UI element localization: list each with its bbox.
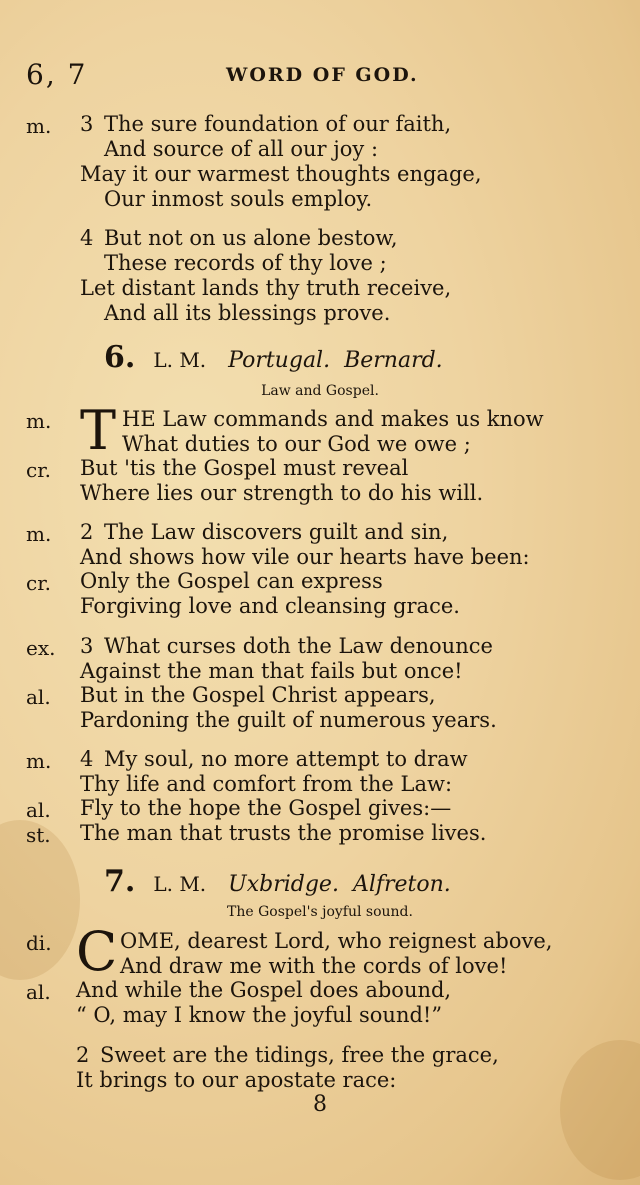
drop-cap: C bbox=[76, 920, 118, 983]
verse-line: And while the Gospel does abound, bbox=[76, 978, 452, 1002]
drop-cap: T bbox=[80, 399, 117, 462]
dynamic-mark: m. bbox=[26, 114, 52, 138]
hymn-meter: L. M. bbox=[153, 872, 207, 896]
verse-line: OME, dearest Lord, who reignest above, bbox=[120, 929, 553, 953]
verse-line: And draw me with the cords of love! bbox=[120, 954, 508, 978]
verse-number: 4 bbox=[80, 226, 94, 250]
hymn6-heading bbox=[104, 340, 457, 375]
verse-line: “ O, may I know the joyful sound!” bbox=[76, 1003, 443, 1027]
header-hymn-numbers: 6, 7 bbox=[26, 58, 88, 91]
verse-number: 3 bbox=[80, 112, 94, 136]
verse-line: But 'tis the Gospel must reveal bbox=[80, 456, 409, 480]
verse-number: 4 bbox=[80, 747, 94, 771]
verse-line: Thy life and comfort from the Law: bbox=[80, 772, 453, 796]
hymn-number: 6. bbox=[104, 340, 136, 375]
dynamic-mark: al. bbox=[26, 685, 51, 709]
verse-line: And shows how vile our hearts have been: bbox=[80, 545, 530, 569]
running-header bbox=[26, 58, 626, 92]
verse-line: Against the man that fails but once! bbox=[80, 659, 463, 683]
hymn-number: 7. bbox=[104, 864, 136, 899]
verse-line: The Law discovers guilt and sin, bbox=[104, 520, 449, 544]
verse-line: And all its blessings prove. bbox=[104, 301, 391, 325]
header-title: WORD OF GOD. bbox=[226, 64, 419, 86]
dynamic-mark: al. bbox=[26, 980, 51, 1004]
dynamic-mark: m. bbox=[26, 749, 52, 773]
hymn6-subtitle: Law and Gospel. bbox=[261, 383, 379, 399]
verse-line: Only the Gospel can express bbox=[80, 569, 383, 593]
verse-line: What duties to our God we owe ; bbox=[122, 432, 471, 456]
dynamic-mark: m. bbox=[26, 522, 52, 546]
verse-line: Pardoning the guilt of numerous years. bbox=[80, 708, 497, 732]
dynamic-mark: di. bbox=[26, 931, 52, 955]
verse-line: Fly to the hope the Gospel gives:— bbox=[80, 796, 452, 820]
hymn7-subtitle: The Gospel's joyful sound. bbox=[227, 904, 413, 920]
verse-line: The sure foundation of our faith, bbox=[104, 112, 452, 136]
dynamic-mark: cr. bbox=[26, 458, 51, 482]
verse-number: 2 bbox=[76, 1043, 90, 1067]
verse-line: What curses doth the Law denounce bbox=[104, 634, 493, 658]
verse-number: 3 bbox=[80, 634, 94, 658]
verse-line: Our inmost souls employ. bbox=[104, 187, 373, 211]
tune-name: Uxbridge. bbox=[228, 872, 339, 897]
verse-number: 2 bbox=[80, 520, 94, 544]
dynamic-mark: st. bbox=[26, 823, 51, 847]
hymn-meter: L. M. bbox=[153, 348, 207, 372]
verse-line: Where lies our strength to do his will. bbox=[80, 481, 484, 505]
dynamic-mark: ex. bbox=[26, 636, 56, 660]
verse-line: HE Law commands and makes us know bbox=[122, 407, 544, 431]
verse-line: These records of thy love ; bbox=[104, 251, 387, 275]
verse-line: Sweet are the tidings, free the grace, bbox=[100, 1043, 499, 1067]
hymn7-heading bbox=[104, 864, 465, 899]
tune-name: Bernard. bbox=[344, 348, 443, 373]
verse-line: It brings to our apostate race: bbox=[76, 1068, 397, 1092]
verse-line: Forgiving love and cleansing grace. bbox=[80, 594, 460, 618]
verse-line: But in the Gospel Christ appears, bbox=[80, 683, 436, 707]
dynamic-mark: cr. bbox=[26, 571, 51, 595]
tune-name: Alfreton. bbox=[352, 872, 451, 897]
dynamic-mark: m. bbox=[26, 409, 52, 433]
dynamic-mark: al. bbox=[26, 798, 51, 822]
verse-line: May it our warmest thoughts engage, bbox=[80, 162, 482, 186]
verse-line: And source of all our joy : bbox=[104, 137, 379, 161]
tune-name: Portugal. bbox=[228, 348, 331, 373]
verse-line: Let distant lands thy truth receive, bbox=[80, 276, 452, 300]
page-number: 8 bbox=[313, 1092, 327, 1117]
verse-line: But not on us alone bestow, bbox=[104, 226, 398, 250]
verse-line: The man that trusts the promise lives. bbox=[80, 821, 487, 845]
verse-line: My soul, no more attempt to draw bbox=[104, 747, 468, 771]
